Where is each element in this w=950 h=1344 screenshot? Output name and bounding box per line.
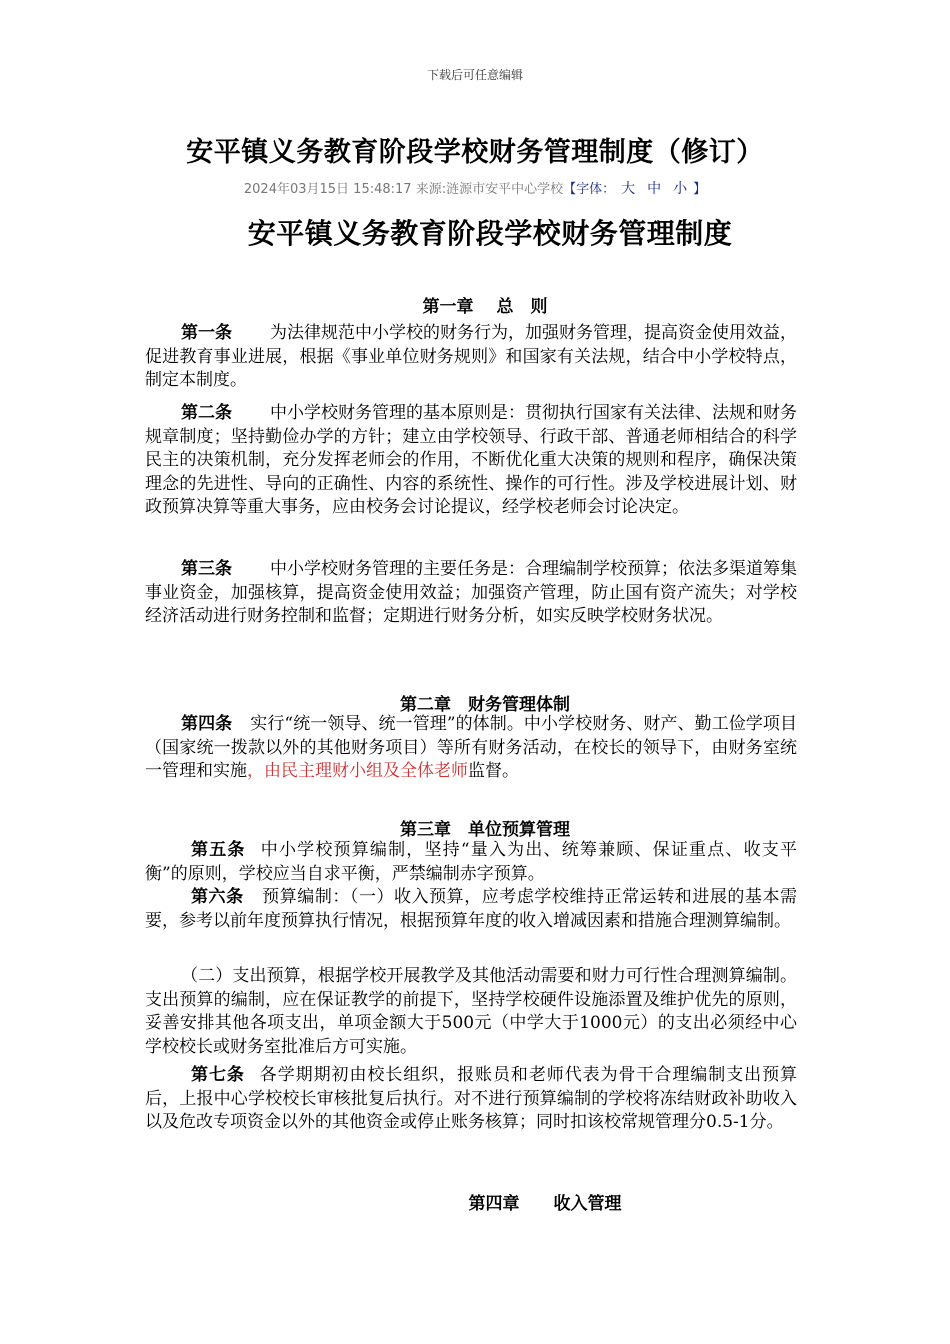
article-5-text: 中小学校预算编制，坚持“量入为出、统筹兼顾、保证重点、收支平衡”的原则，学校应当自求平衡，严禁编制赤字预算。 xyxy=(145,840,797,884)
chapter-3-heading: 第三章 单位预算管理 xyxy=(400,820,570,840)
article-7-label: 第七条 xyxy=(191,1065,245,1085)
article-meta xyxy=(0,178,950,198)
article-3-text: 中小学校财务管理的主要任务是：合理编制学校预算；依法多渠道筹集事业资金，加强核算，提高资金使用效益；加强资产管理，防止国有资产流失；对学校经济活动进行财务控制和监督；定期进行财务分析，如实反映学校财务状况。 xyxy=(145,559,797,626)
article-1-label: 第一条 xyxy=(181,323,232,343)
font-size-end: 】 xyxy=(693,182,707,197)
article-2 xyxy=(145,402,797,520)
article-6-label: 第六条 xyxy=(191,887,244,907)
article-3 xyxy=(145,558,797,629)
article-3-label: 第三条 xyxy=(181,559,232,579)
chapter-2-heading: 第二章 财务管理体制 xyxy=(400,695,570,715)
article-4-label: 第四条 xyxy=(181,714,233,734)
document-title: 安平镇义务教育阶段学校财务管理制度（修订） xyxy=(186,137,764,168)
chapter-4-heading: 第四章 收入管理 xyxy=(468,1194,622,1214)
article-4-text: 实行“统一领导、统一管理”的体制。中小学校财务、财产、勤工俭学项目（国家统一拨款以外的其他财务项目）等所有财务活动，在校长的领导下，由财务室统一管理和实施 xyxy=(145,714,797,781)
article-5 xyxy=(145,839,797,886)
main-title: 安平镇义务教育阶段学校财务管理制度 xyxy=(247,217,733,250)
article-4-highlight: ，由民主理财小组及全体老师 xyxy=(247,761,468,781)
article-4 xyxy=(145,713,797,784)
article-5-label: 第五条 xyxy=(191,840,246,860)
article-6-part-2: （二）支出预算，根据学校开展教学及其他活动需要和财力可行性合理测算编制。支出预算的编制，应在保证教学的前提下，坚持学校硬件设施添置及维护优先的原则，妥善安排其他各项支出，单项金额大于500元（中学大于1000元）的支出必须经中心学校校长或财务室批准后方可实施。 xyxy=(145,966,797,1057)
article-7-text: 各学期期初由校长组织，报账员和老师代表为骨干合理编制支出预算后，上报中心学校校长审核批复后执行。对不进行预算编制的学校将冻结财政补助收入以及危改专项资金以外的其他资金或停止账务核算；同时扣该校常规管理分0.5-1分。 xyxy=(145,1065,798,1132)
article-7 xyxy=(145,1064,797,1135)
article-2-label: 第二条 xyxy=(181,403,232,423)
font-size-medium-link[interactable]: 中 xyxy=(647,181,662,197)
article-6-text: 预算编制：（一）收入预算，应考虑学校维持正常运转和进展的基本需要，参考以前年度预算执行情况，根据预算年度的收入增减因素和措施合理测算编制。 xyxy=(145,887,798,931)
article-6 xyxy=(145,886,797,933)
font-size-large-link[interactable]: 大 xyxy=(621,181,636,197)
article-2-text: 中小学校财务管理的基本原则是：贯彻执行国家有关法律、法规和财务规章制度；坚持勤俭办学的方针；建立由学校领导、行政干部、普通老师相结合的科学民主的决策机制，充分发挥老师会的作用，不断优化重大决策的规则和程序，确保决策理念的先进性、导向的正确性、内容的系统性、操作的可行性。涉及学校进展计划、财政预算决算等重大事务，应由校务会讨论提议，经学校老师会讨论决定。 xyxy=(145,403,797,517)
font-size-small-link[interactable]: 小 xyxy=(673,181,688,197)
chapter-1-heading: 第一章 总 则 xyxy=(422,297,548,317)
article-1-text: 为法律规范中小学校的财务行为，加强财务管理，提高资金使用效益，促进教育事业进展，根据《事业单位财务规则》和国家有关法规，结合中小学校特点，制定本制度。 xyxy=(145,323,797,390)
header-note: 下载后可任意编辑 xyxy=(426,68,523,82)
meta-info: 2024年03月15日 15:48:17 来源:涟源市安平中心学校 xyxy=(243,182,564,197)
font-size-label: 【字体： xyxy=(563,182,616,197)
article-1 xyxy=(145,322,797,393)
article-4-end: 监督。 xyxy=(468,761,519,781)
